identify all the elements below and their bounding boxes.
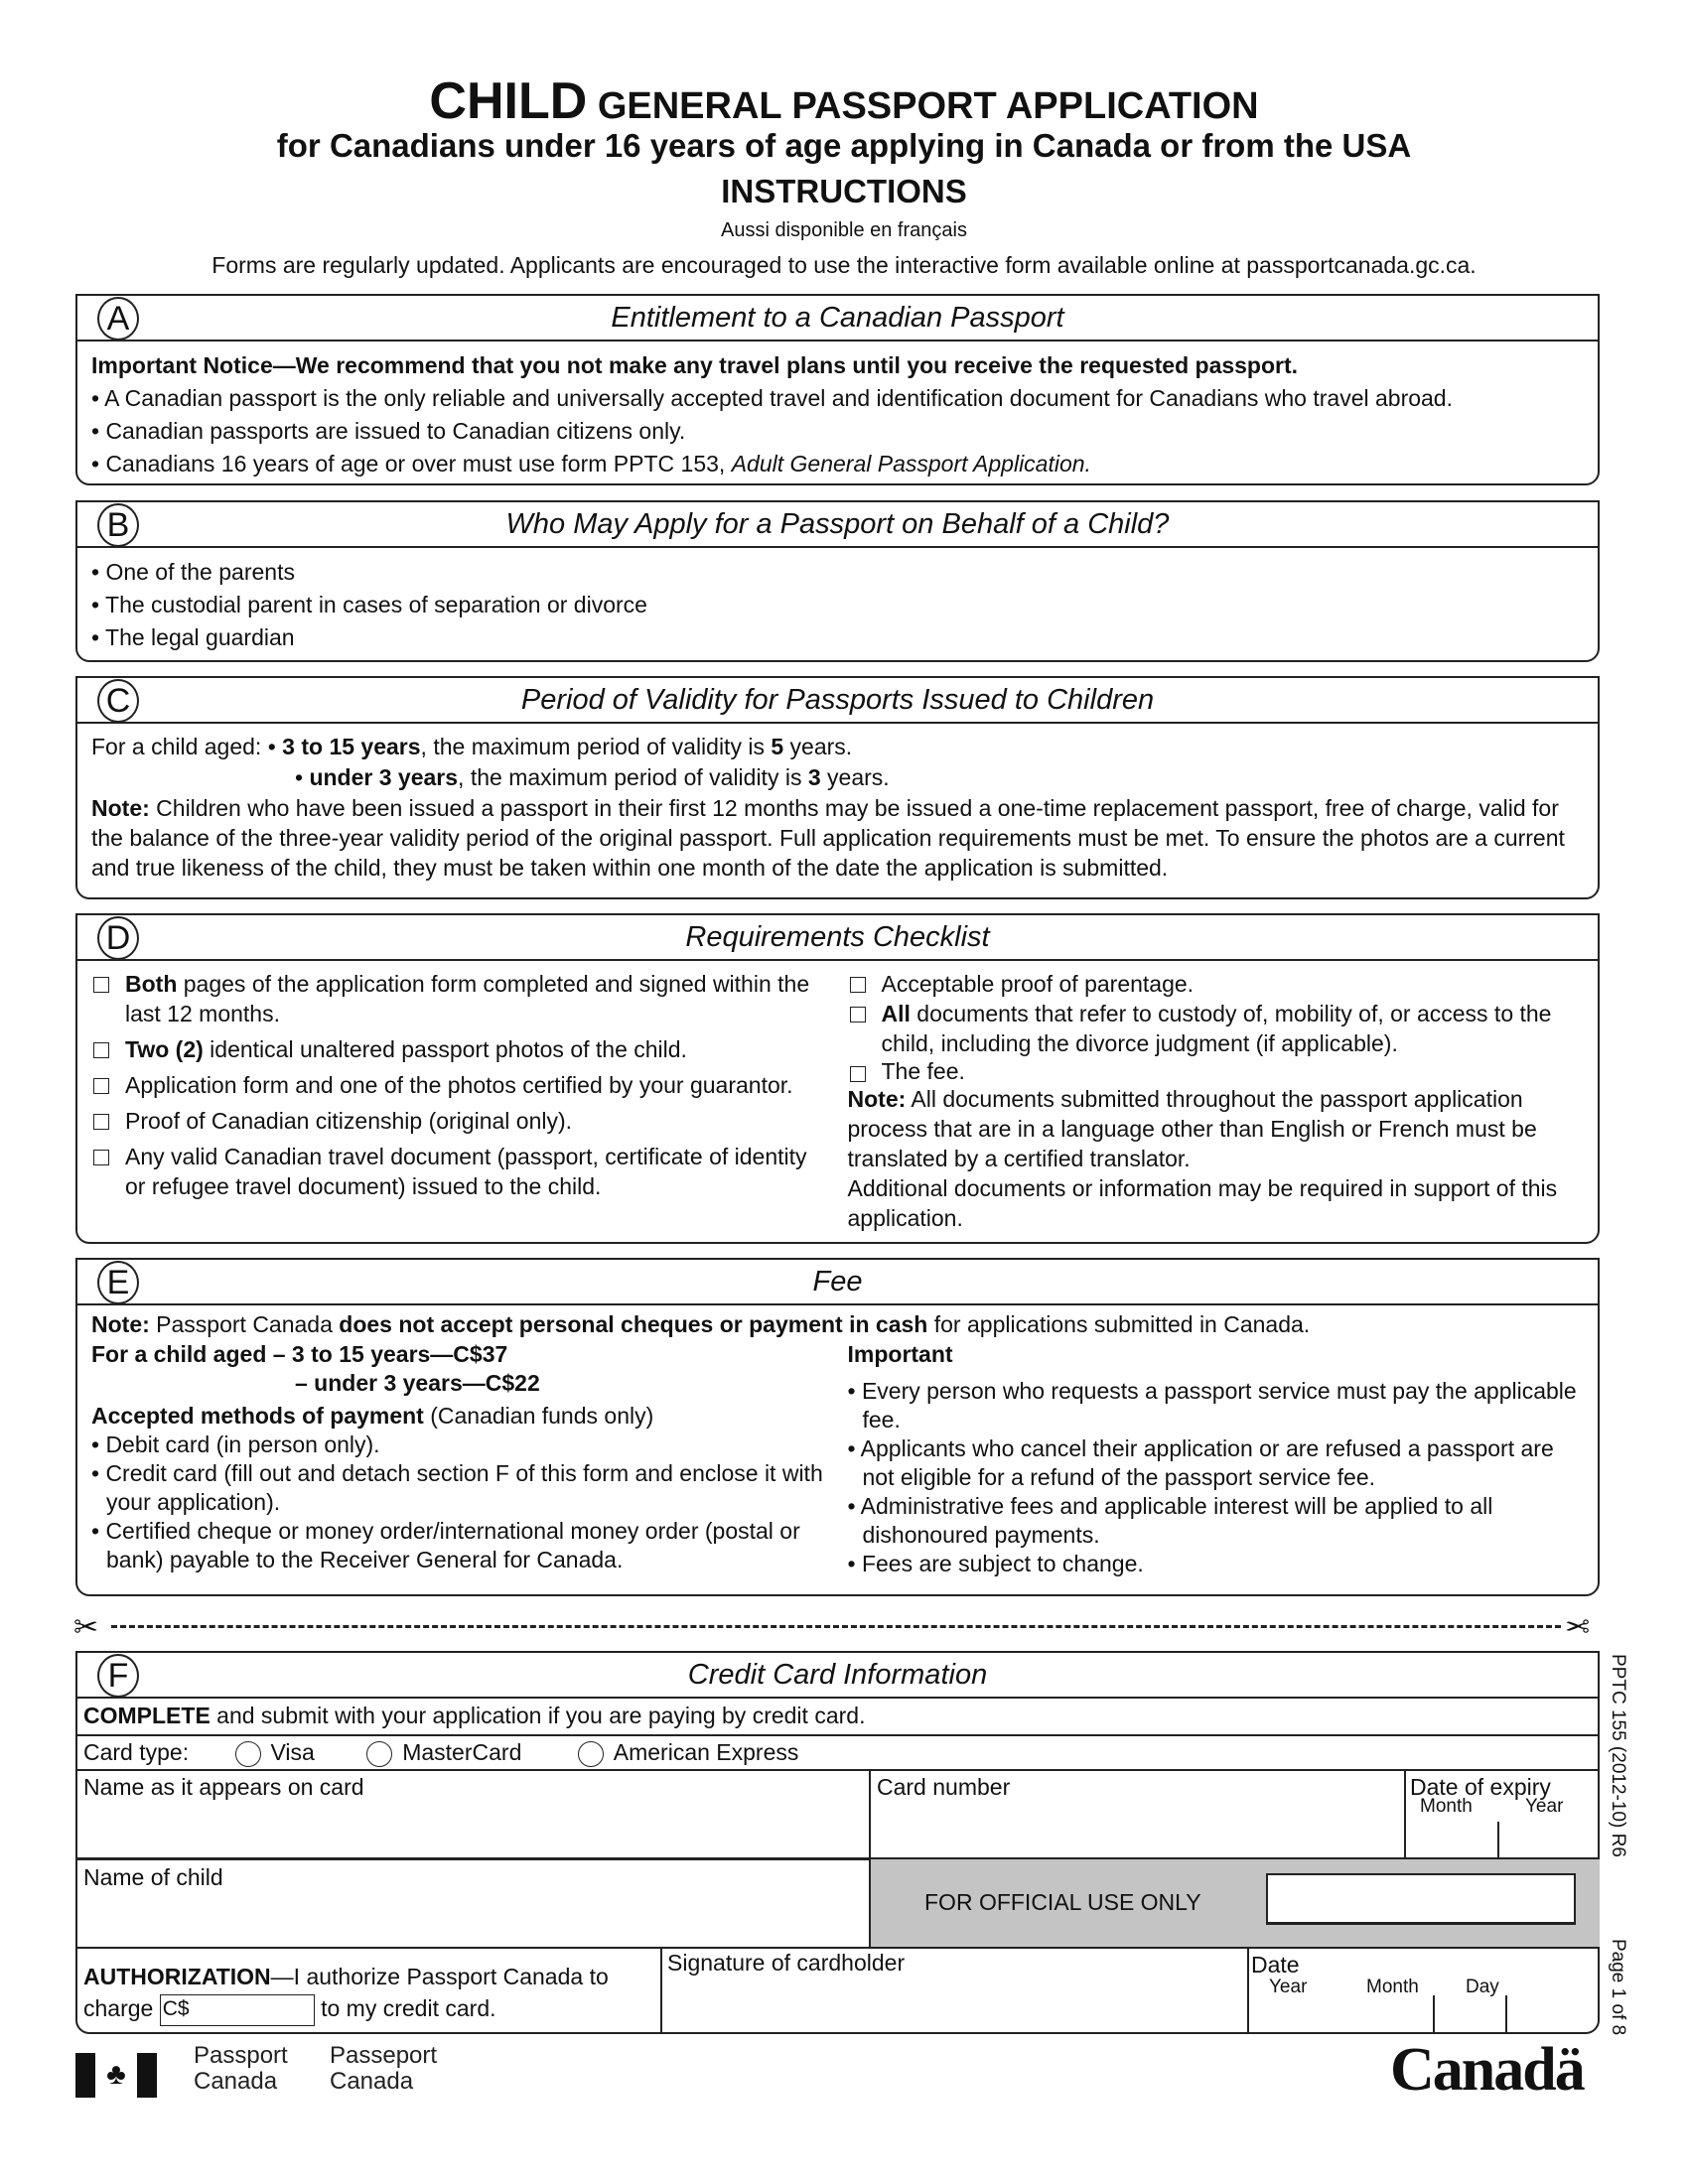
text: identical unaltered passport photos of the child. bbox=[203, 1036, 687, 1062]
text: documents that refer to custody of, mobility of, or access to the child, including the divorce judgment (if applicable). bbox=[881, 1001, 1552, 1056]
canada-flag-icon: ♣ bbox=[75, 2053, 157, 2098]
checklist-item[interactable] bbox=[91, 1034, 828, 1064]
scissors-icon: ✂ bbox=[73, 1611, 99, 1644]
expiry-label: Date of expiry bbox=[1410, 1774, 1551, 1800]
bold: Two (2) bbox=[125, 1036, 204, 1062]
bullet: • A Canadian passport is the only reliable and universally accepted travel and identification document for Canadians who travel abroad. bbox=[91, 385, 1453, 411]
amex-radio[interactable] bbox=[578, 1741, 604, 1767]
fee-3-15: For a child aged – 3 to 15 years—C$37 bbox=[91, 1341, 508, 1367]
section-letter: D bbox=[97, 916, 139, 960]
payment-methods-heading bbox=[91, 1402, 828, 1431]
text: pages of the application form completed and signed within the last 12 months. bbox=[125, 971, 810, 1026]
visa-label: Visa bbox=[270, 1739, 315, 1765]
charge-amount-input[interactable] bbox=[160, 1994, 315, 2026]
update-notice: Forms are regularly updated. Applicants are encouraged to use the interactive form available online at passportcanada.gc.ca. bbox=[211, 252, 1477, 278]
section-letter: E bbox=[97, 1261, 139, 1304]
text: for applications submitted in Canada. bbox=[927, 1311, 1311, 1337]
official-use-box bbox=[1266, 1873, 1576, 1925]
text: (Canadian funds only) bbox=[423, 1403, 654, 1429]
bullet bbox=[91, 448, 1584, 480]
checkbox[interactable] bbox=[850, 1007, 866, 1023]
currency: C$ bbox=[162, 1996, 190, 2020]
bold: COMPLETE bbox=[83, 1703, 211, 1728]
date-label: Date bbox=[1251, 1952, 1300, 1978]
section-title: Requirements Checklist bbox=[685, 921, 990, 953]
form-name: Adult General Passport Application. bbox=[731, 451, 1091, 477]
text: , the maximum period of validity is bbox=[458, 764, 808, 790]
checklist-item[interactable] bbox=[91, 969, 828, 1028]
important-item: • Fees are subject to change. bbox=[847, 1551, 1144, 1576]
note-label: Note: bbox=[847, 1086, 907, 1112]
signature-field[interactable] bbox=[667, 1950, 905, 1977]
bullet: • The custodial parent in cases of separation or divorce bbox=[91, 592, 647, 617]
payment-method: • Credit card (fill out and detach section F of this form and enclose it with your application). bbox=[91, 1460, 823, 1515]
label: Name of child bbox=[83, 1864, 223, 1890]
label: Card number bbox=[877, 1774, 1011, 1800]
section-title: Entitlement to a Canadian Passport bbox=[611, 302, 1064, 334]
checklist-left bbox=[91, 969, 848, 1233]
age-range: 3 to 15 years bbox=[282, 734, 421, 759]
note-label: Note: bbox=[91, 1311, 150, 1337]
text: Passport bbox=[194, 2042, 288, 2069]
charge-label: charge bbox=[83, 1995, 154, 2021]
payment-method: • Debit card (in person only). bbox=[91, 1432, 380, 1457]
amex-label: American Express bbox=[613, 1739, 799, 1765]
bullet: • The legal guardian bbox=[91, 624, 295, 650]
important-item: • Applicants who cancel their application or are refused a passport are not eligible for a refund of the passport service fee. bbox=[847, 1435, 1554, 1490]
page-title bbox=[0, 71, 1688, 131]
years: 3 bbox=[807, 764, 821, 790]
text: years. bbox=[820, 764, 890, 790]
name-on-card-field[interactable] bbox=[83, 1774, 364, 1801]
checkbox[interactable] bbox=[93, 977, 109, 993]
date-month[interactable]: Month bbox=[1366, 1977, 1419, 1997]
section-f bbox=[75, 1651, 1600, 2034]
section-a bbox=[75, 294, 1600, 485]
checkbox[interactable] bbox=[93, 1150, 109, 1165]
checklist-right bbox=[848, 969, 1585, 1233]
section-letter: B bbox=[97, 503, 139, 547]
validity-row bbox=[91, 762, 1584, 793]
additional-note: Additional documents or information may be required in support of this application. bbox=[847, 1175, 1558, 1231]
checkbox[interactable] bbox=[93, 1042, 109, 1058]
text: Proof of Canadian citizenship (original only). bbox=[125, 1108, 573, 1134]
bold: AUTHORIZATION bbox=[83, 1964, 271, 1989]
section-letter: A bbox=[97, 297, 139, 341]
text: Canada bbox=[194, 2068, 278, 2095]
checkbox[interactable] bbox=[93, 1078, 109, 1094]
section-title: Who May Apply for a Passport on Behalf of a Child? bbox=[505, 508, 1170, 540]
canada-wordmark: Canadä bbox=[1390, 2036, 1584, 2104]
text: Acceptable proof of parentage. bbox=[881, 971, 1195, 997]
passeport-canada-fr bbox=[330, 2043, 437, 2095]
note-text: All documents submitted throughout the passport application process that are in a language other than English or French must be translated by a certified translator. bbox=[847, 1086, 1537, 1171]
text: Application form and one of the photos certified by your guarantor. bbox=[125, 1072, 793, 1098]
text: Any valid Canadian travel document (passport, certificate of identity or refugee travel document) issued to the child. bbox=[125, 1144, 807, 1199]
validity-row bbox=[91, 732, 1584, 762]
section-b bbox=[75, 500, 1600, 662]
label: Signature of cardholder bbox=[667, 1950, 906, 1976]
text: Canada bbox=[330, 2068, 414, 2095]
fee-under-3: – under 3 years—C$22 bbox=[295, 1370, 540, 1396]
authorization bbox=[83, 1961, 609, 2026]
bullet-mark: • bbox=[295, 764, 310, 790]
passport-canada-en bbox=[194, 2043, 288, 2095]
bold: Both bbox=[125, 971, 178, 997]
visa-radio[interactable] bbox=[235, 1741, 261, 1767]
bold: All bbox=[881, 1001, 911, 1026]
official-use-area bbox=[869, 1859, 1600, 1947]
child-name-field[interactable] bbox=[83, 1864, 223, 1891]
cut-line bbox=[111, 1625, 1561, 1628]
important-notice: Important Notice—We recommend that you not make any travel plans until you receive the requested passport. bbox=[91, 352, 1299, 378]
checklist-item[interactable] bbox=[91, 1142, 828, 1201]
checklist-item[interactable] bbox=[91, 1106, 828, 1136]
date-year[interactable]: Year bbox=[1269, 1977, 1308, 1997]
age-range: under 3 years bbox=[309, 764, 459, 790]
section-letter: F bbox=[97, 1654, 139, 1698]
text: Passport Canada bbox=[149, 1311, 340, 1337]
mastercard-radio[interactable] bbox=[366, 1741, 392, 1767]
mastercard-label: MasterCard bbox=[402, 1739, 522, 1765]
section-title: Period of Validity for Passports Issued to Children bbox=[520, 684, 1155, 716]
card-type-row bbox=[83, 1736, 798, 1768]
section-c bbox=[75, 676, 1600, 899]
note-label: Note: bbox=[91, 795, 150, 821]
text: and submit with your application if you are paying by credit card. bbox=[210, 1703, 866, 1728]
title-child: CHILD bbox=[429, 72, 588, 130]
bullet: • Canadian passports are issued to Canadian citizens only. bbox=[91, 418, 686, 444]
checklist-item[interactable] bbox=[848, 999, 1585, 1058]
label: Name as it appears on card bbox=[83, 1774, 364, 1800]
french-note: Aussi disponible en français bbox=[721, 219, 967, 241]
checkbox[interactable] bbox=[850, 1066, 866, 1082]
bullet: • One of the parents bbox=[91, 559, 295, 585]
card-type-label: Card type: bbox=[83, 1739, 190, 1765]
section-title: Fee bbox=[812, 1266, 863, 1297]
text: —I authorize Passport Canada to bbox=[270, 1964, 609, 1989]
official-use-label: FOR OFFICIAL USE ONLY bbox=[924, 1889, 1201, 1915]
important-heading: Important bbox=[847, 1341, 953, 1367]
important-item: • Administrative fees and applicable interest will be applied to all dishonoured payments. bbox=[847, 1493, 1493, 1548]
text: to my credit card. bbox=[321, 1995, 496, 2021]
subtitle: for Canadians under 16 years of age applying in Canada or from the USA bbox=[276, 127, 1412, 164]
note bbox=[91, 793, 1584, 883]
scissors-icon: ✂ bbox=[1565, 1611, 1591, 1644]
expiry-year[interactable]: Year bbox=[1525, 1796, 1564, 1817]
section-e bbox=[75, 1258, 1600, 1596]
checklist-item[interactable] bbox=[91, 1070, 828, 1100]
bold: does not accept personal cheques or payment in cash bbox=[339, 1311, 928, 1337]
date-day[interactable]: Day bbox=[1466, 1977, 1499, 1997]
fee-note bbox=[91, 1309, 1584, 1340]
checkbox[interactable] bbox=[93, 1114, 109, 1130]
payment-method: • Certified cheque or money order/international money order (postal or bank) payable to the Receiver General for Canada. bbox=[91, 1518, 800, 1572]
bullet-mark: • bbox=[267, 734, 283, 759]
important-item: • Every person who requests a passport service must pay the applicable fee. bbox=[847, 1378, 1577, 1433]
section-letter: C bbox=[97, 679, 139, 723]
expiry-month[interactable]: Month bbox=[1420, 1796, 1473, 1817]
text: , the maximum period of validity is bbox=[420, 734, 772, 759]
checkbox[interactable] bbox=[850, 977, 866, 993]
years: 5 bbox=[771, 734, 784, 759]
section-title: Credit Card Information bbox=[687, 1659, 988, 1691]
text: Passeport bbox=[330, 2042, 438, 2069]
section-d bbox=[75, 913, 1600, 1244]
bold: Accepted methods of payment bbox=[91, 1403, 424, 1429]
title-rest: GENERAL PASSPORT APPLICATION bbox=[597, 85, 1259, 127]
card-number-field[interactable] bbox=[877, 1774, 1010, 1801]
checklist-item[interactable] bbox=[848, 969, 1585, 999]
note-text: Children who have been issued a passport in their first 12 months may be issued a one-time replacement passport, free of charge, valid for the balance of the three-year validity period of the original passport. Full application requirements must be met. To ensure the photos are a current and true likeness of the child, they must be taken within one month of the date the application is submitted. bbox=[91, 795, 1565, 881]
bullet-text: • Canadians 16 years of age or over must use form PPTC 153, bbox=[91, 451, 732, 477]
checklist-item[interactable] bbox=[848, 1058, 1585, 1084]
text: The fee. bbox=[881, 1058, 965, 1084]
form-code: PPTC 155 (2012-10) R6 bbox=[1608, 1654, 1628, 1857]
lead: For a child aged: bbox=[91, 734, 268, 759]
text: years. bbox=[783, 734, 853, 759]
instructions-heading: INSTRUCTIONS bbox=[721, 173, 967, 209]
note bbox=[848, 1084, 1585, 1173]
page-number: Page 1 of 8 bbox=[1608, 1939, 1628, 2036]
